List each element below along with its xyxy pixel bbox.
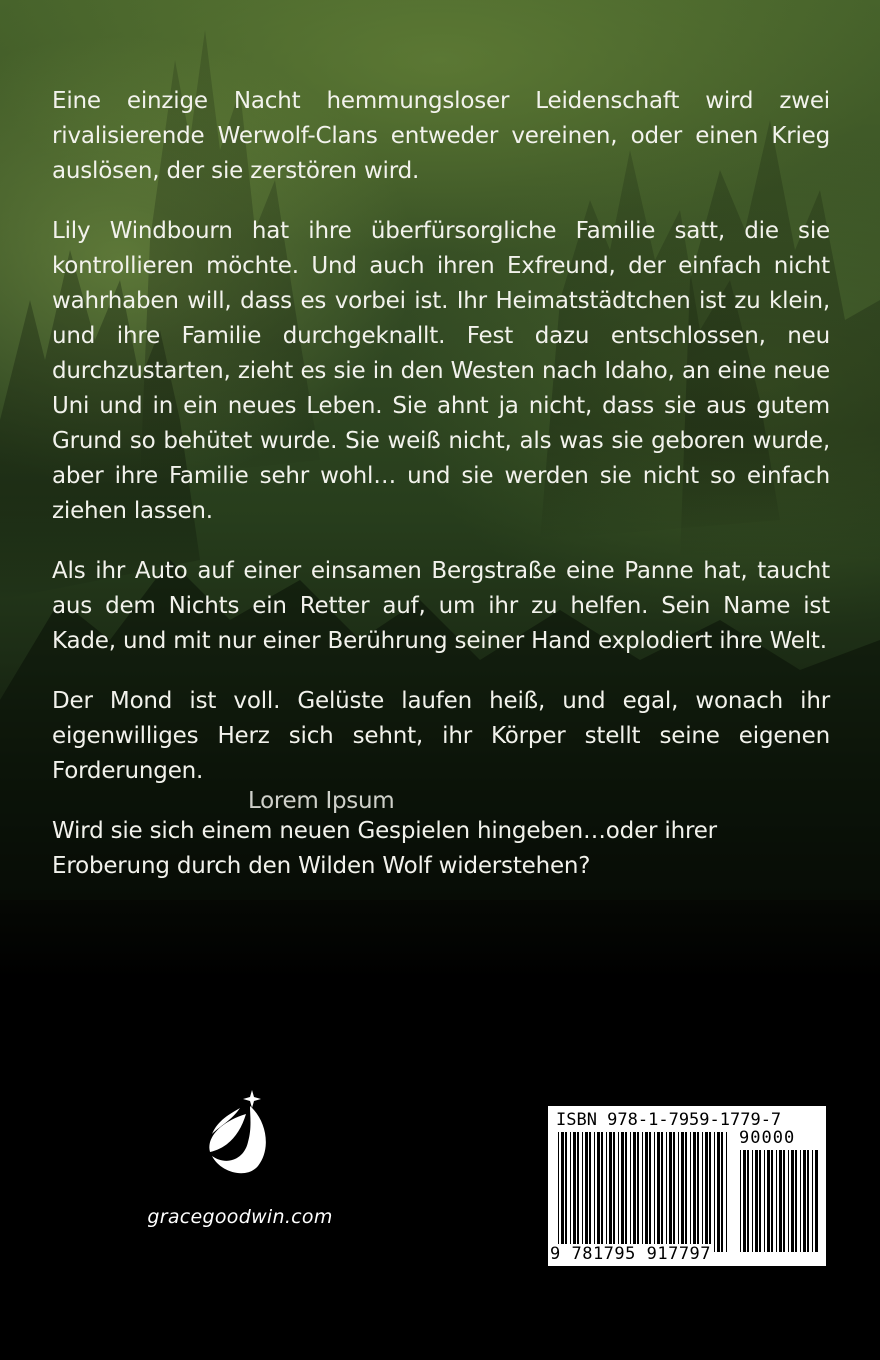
book-description: [52, 84, 830, 909]
isbn-label: ISBN 978-1-7959-1779-7: [556, 1110, 782, 1130]
description-paragraph-4: Der Mond ist voll. Gelüste laufen heiß, und egal, wonach ihr eigenwilliges Herz sich sehnt, ihr Körper stellt seine eigenen Forderungen.: [52, 688, 830, 784]
star-leaf-logo-icon: [200, 1090, 280, 1180]
description-paragraph-1: Eine einzige Nacht hemmungsloser Leidenschaft wird zwei rivalisierende Werwolf-Clans entweder vereinen, oder einen Krieg auslösen, der sie zerstören wird.: [52, 88, 830, 184]
description-paragraph-3: Als ihr Auto auf einer einsamen Bergstraße eine Panne hat, taucht aus dem Nichts ein Retter auf, um ihr zu helfen. Sein Name ist Kade, und mit nur einer Berührung seiner Hand explodiert ihre Welt.: [52, 558, 830, 654]
isbn-addon-code: 90000: [739, 1128, 796, 1148]
barcode-number: 9 781795 917797: [550, 1244, 712, 1264]
publisher-website: gracegoodwin.com: [147, 1206, 333, 1228]
description-paragraph-2: Lily Windbourn hat ihre überfürsorgliche Familie satt, die sie kontrollieren möchte. Und auch ihren Exfreund, der einfach nicht wahrhaben will, dass es vorbei ist. Ihr Heimatstädtchen ist zu klein, und ihre Familie durchgeknallt. Fest dazu entschlossen, neu durchzustarten, zieht es sie in den Westen nach Idaho, an eine neue Uni und in ein neues Leben. Sie ahnt ja nicht, dass sie aus gutem Grund so behütet wurde. Sie weiß nicht, als was sie geboren wurde, aber ihre Familie sehr wohl… und sie werden sie nicht so einfach ziehen lassen.: [52, 218, 830, 524]
isbn-barcode: [548, 1106, 826, 1266]
description-paragraph-5: Wird sie sich einem neuen Gespielen hingeben…oder ihrer Eroberung durch den Wilden Wolf widerstehen?: [52, 818, 717, 879]
placeholder-overlay-text: Lorem Ipsum: [248, 788, 395, 814]
